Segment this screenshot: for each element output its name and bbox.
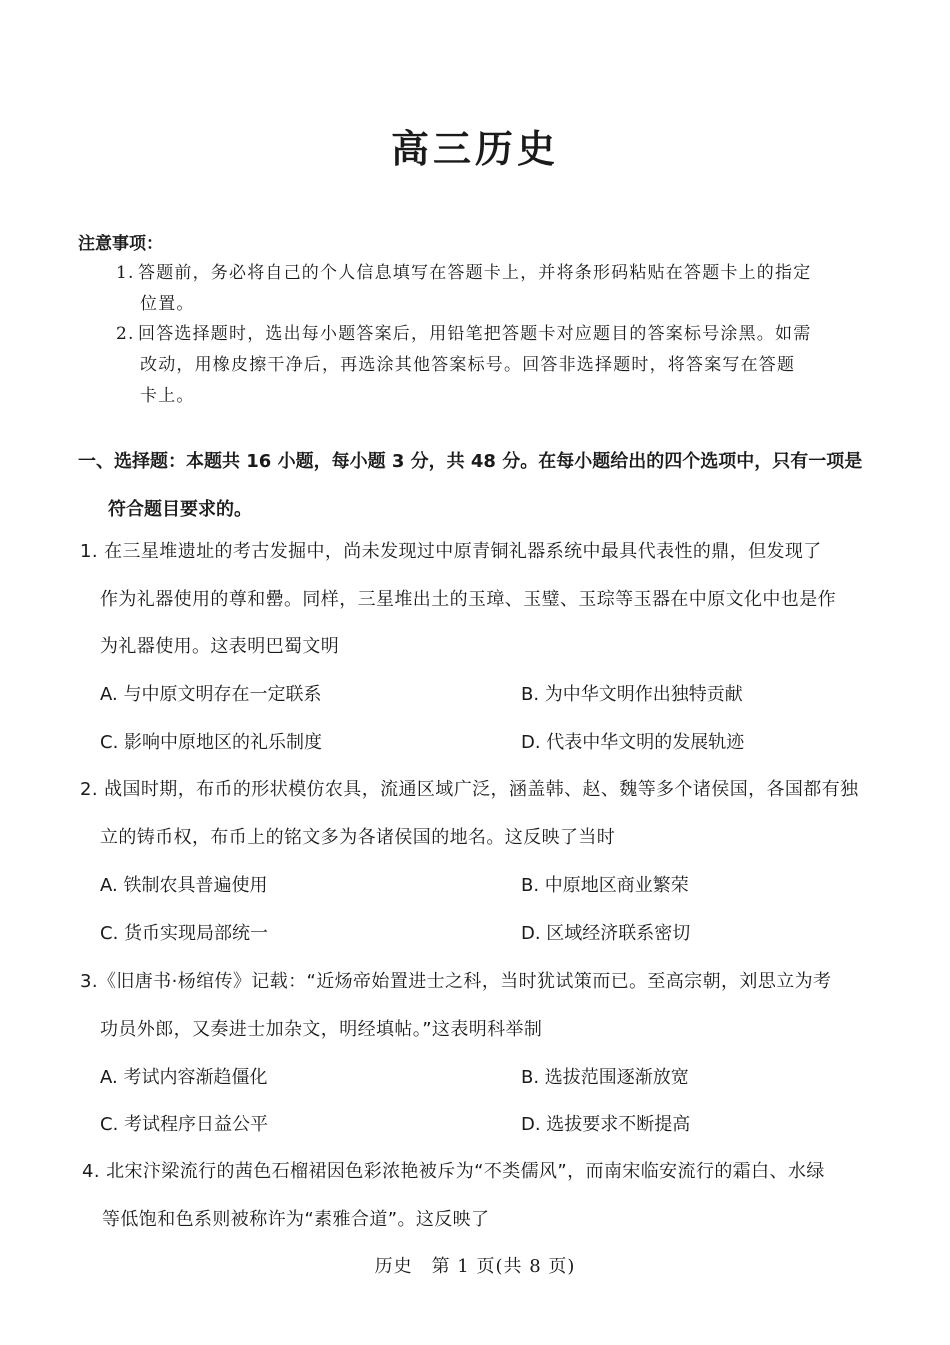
section-heading-line: 符合题目要求的。 — [108, 499, 252, 520]
question-2-option-a: A. 铁制农具普遍使用 — [100, 875, 268, 896]
notice-item — [116, 319, 888, 412]
question-1-option-b: B. 为中华文明作出独特贡献 — [521, 684, 743, 705]
notice-item-text-cont: 改动，用橡皮擦干净后，再选涂其他答案标号。回答非选择题时，将答案写在答题 — [140, 355, 796, 375]
question-2-option-b: B. 中原地区商业繁荣 — [521, 875, 689, 896]
notice-item-number: 2. — [116, 324, 135, 344]
page-footer: 历史 第 1 页(共 8 页) — [374, 1256, 576, 1277]
question-2-stem — [80, 766, 888, 861]
question-1-stem — [80, 528, 888, 671]
question-line: 功员外郎，又奏进士加杂文，明经填帖。”这表明科举制 — [100, 1018, 543, 1040]
notice-item-text: 答题前，务必将自己的个人信息填写在答题卡上，并将条形码粘贴在答题卡上的指定 — [138, 263, 812, 283]
question-2-option-c: C. 货币实现局部统一 — [100, 923, 269, 944]
page-title: 高三历史 — [390, 127, 559, 171]
question-3-option-b: B. 选拔范围逐渐放宽 — [521, 1067, 689, 1088]
question-line: 1. 在三星堆遗址的考古发掘中，尚未发现过中原青铜礼器系统中最具代表性的鼎，但发现了 — [80, 541, 822, 562]
question-line: 等低饱和色系则被称许为“素雅合道”。这反映了 — [102, 1208, 490, 1230]
question-line: 4. 北宋汴梁流行的茜色石榴裙因色彩浓艳被斥为“不类儒风”，而南宋临安流行的霜白、水绿 — [82, 1161, 825, 1182]
question-2-option-d: D. 区域经济联系密切 — [521, 923, 691, 944]
notice-item-text-cont: 卡上。 — [140, 386, 195, 406]
question-line: 2. 战国时期，布币的形状模仿农具，流通区域广泛，涵盖韩、赵、魏等多个诸侯国，各国都有独 — [80, 779, 859, 800]
question-line: 立的铸币权，布币上的铭文多为各诸侯国的地名。这反映了当时 — [100, 826, 616, 848]
question-3-stem — [80, 958, 888, 1053]
notice-heading: 注意事项： — [78, 234, 163, 254]
question-line: 3.《旧唐书·杨绾传》记载：“近炀帝始置进士之科，当时犹试策而已。至高宗朝，刘思立为考 — [80, 971, 832, 992]
notice-item-text: 回答选择题时，选出每小题答案后，用铅笔把答题卡对应题目的答案标号涂黑。如需 — [138, 324, 812, 344]
question-3-option-c: C. 考试程序日益公平 — [100, 1114, 269, 1135]
question-1-option-a: A. 与中原文明存在一定联系 — [100, 684, 322, 705]
notice-item — [116, 258, 888, 320]
question-1-option-c: C. 影响中原地区的礼乐制度 — [100, 732, 323, 753]
notice-item-text-cont: 位置。 — [140, 294, 195, 314]
question-3-option-a: A. 考试内容渐趋僵化 — [100, 1067, 268, 1088]
question-3-option-d: D. 选拔要求不断提高 — [521, 1114, 691, 1135]
question-1-option-d: D. 代表中华文明的发展轨迹 — [521, 732, 745, 753]
question-4-stem — [82, 1148, 888, 1243]
section-heading-line: 一、选择题：本题共 16 小题，每小题 3 分，共 48 分。在每小题给出的四个选项中，只有一项是 — [78, 451, 863, 472]
question-line: 为礼器使用。这表明巴蜀文明 — [100, 636, 340, 657]
question-line: 作为礼器使用的尊和罍。同样，三星堆出土的玉璋、玉璧、玉琮等玉器在中原文化中也是作 — [100, 588, 836, 610]
notice-item-number: 1. — [116, 263, 135, 283]
section-heading — [78, 438, 890, 534]
